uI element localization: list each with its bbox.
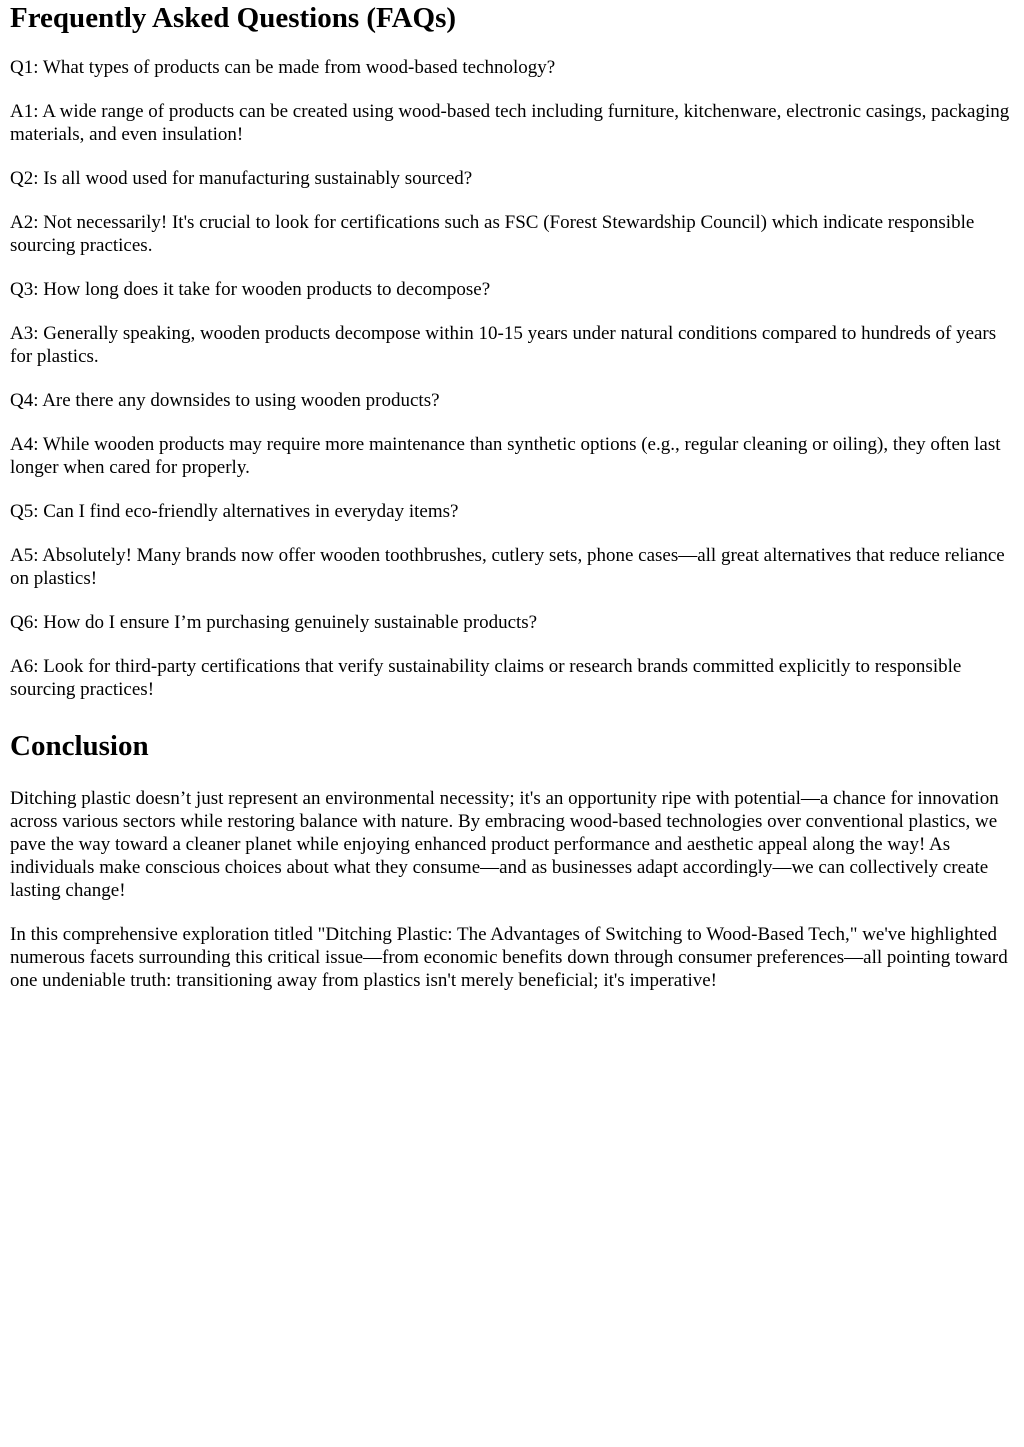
faq-answer: A5: Absolutely! Many brands now offer wooden toothbrushes, cutlery sets, phone cases—all great alternatives that reduce reliance on plastics! xyxy=(10,545,1005,589)
faq-answer: A4: While wooden products may require more maintenance than synthetic options (e.g., regular cleaning or oiling), they often last longer when cared for properly. xyxy=(10,434,1001,478)
faq-answer: A1: A wide range of products can be created using wood-based tech including furniture, kitchenware, electronic casings, packaging materials, and even insulation! xyxy=(10,101,1010,145)
faq-list xyxy=(10,56,1014,701)
conclusion-heading: Conclusion xyxy=(10,730,149,762)
conclusion-paragraph: In this comprehensive exploration titled "Ditching Plastic: The Advantages of Switching to Wood-Based Tech," we've highlighted numerous facets surrounding this critical issue—from economic benefits down through consumer preferences—all pointing toward one undeniable truth: transitioning away from plastics isn't merely beneficial; it's imperative! xyxy=(10,924,1008,991)
document-page xyxy=(0,1,1024,992)
conclusion-section xyxy=(10,787,1014,992)
faq-answer: A3: Generally speaking, wooden products decompose within 10-15 years under natural conditions compared to hundreds of years for plastics. xyxy=(10,323,997,367)
faq-answer: A6: Look for third-party certifications that verify sustainability claims or research brands committed explicitly to responsible sourcing practices! xyxy=(10,656,962,700)
faq-heading: Frequently Asked Questions (FAQs) xyxy=(10,2,457,34)
faq-question: Q2: Is all wood used for manufacturing sustainably sourced? xyxy=(10,168,473,189)
faq-question: Q3: How long does it take for wooden products to decompose? xyxy=(10,279,491,300)
faq-question: Q4: Are there any downsides to using wooden products? xyxy=(10,390,440,411)
faq-answer: A2: Not necessarily! It's crucial to look for certifications such as FSC (Forest Stewardship Council) which indicate responsible sourcing practices. xyxy=(10,212,975,256)
conclusion-paragraph: Ditching plastic doesn’t just represent an environmental necessity; it's an opportunity ripe with potential—a chance for innovation across various sectors while restoring balance with nature. By embracing wood-based technologies over conventional plastics, we pave the way toward a cleaner planet while enjoying enhanced product performance and aesthetic appeal along the way! As individuals make conscious choices about what they consume—and as businesses adapt accordingly—we can collectively create lasting change! xyxy=(10,788,999,901)
faq-question: Q5: Can I find eco-friendly alternatives in everyday items? xyxy=(10,501,459,522)
faq-question: Q1: What types of products can be made from wood-based technology? xyxy=(10,57,556,78)
faq-question: Q6: How do I ensure I’m purchasing genuinely sustainable products? xyxy=(10,612,538,633)
